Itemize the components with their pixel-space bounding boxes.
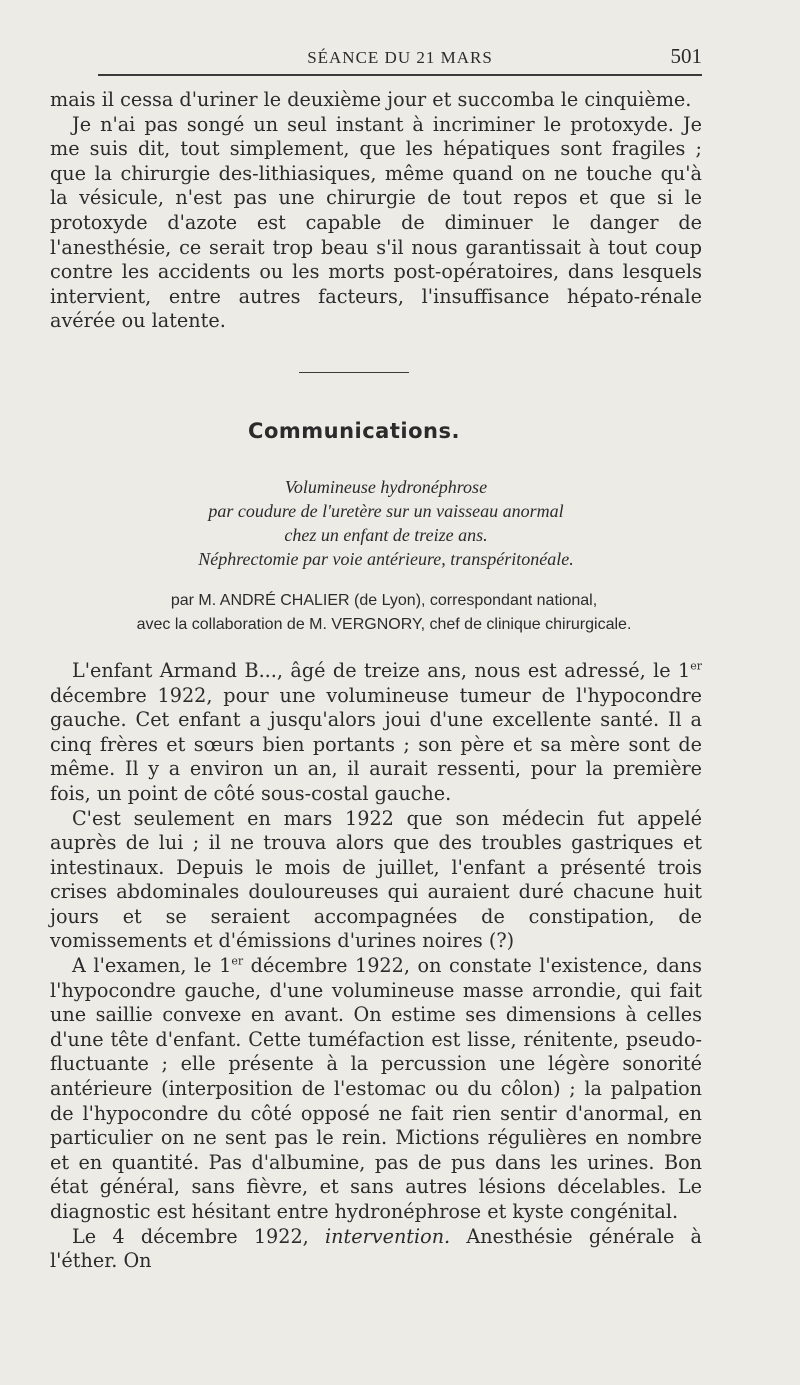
section-title: Communications. xyxy=(248,418,460,443)
running-header xyxy=(98,40,702,76)
body-paragraph-1: L'enfant Armand B..., âgé de treize ans, nous est adressé, le 1er décembre 1922, pour une volumineuse tumeur de l'hypocondre gauche. Cet enfant a jusqu'alors joui d'une excellente santé. Il a cinq frères et sœurs bien portants ; son père et sa mère sont de même. Il y a environ un an, il aurait ressenti, pour la première fois, un point de côté sous-costal gauche. xyxy=(50,658,702,805)
article-body xyxy=(50,659,702,1274)
intro-paragraph-1: mais il cessa d'uriner le deuxième jour et succomba le cinquième. xyxy=(50,88,692,111)
body-paragraph-4: Le 4 décembre 1922, intervention. Anesthésie générale à l'éther. On xyxy=(50,1224,702,1273)
header-title: SÉANCE DU 21 MARS xyxy=(307,48,493,67)
article-title xyxy=(60,475,712,571)
page-number: 501 xyxy=(670,44,702,68)
article-title-line: Volumineuse hydronéphrose xyxy=(284,476,488,497)
body-paragraph-3: A l'examen, le 1er décembre 1922, on constate l'existence, dans l'hypocondre gauche, d'une volumineuse masse arrondie, qui fait une saillie convexe en avant. On estime ses dimensions à celles d'une tête d'enfant. Cette tuméfaction est lisse, rénitente, pseudo-fluctuante ; elle présente à la percussion une légère sonorité antérieure (interposition de l'estomac ou du côlon) ; la palpation de l'hypocondre du côté opposé ne fait rien sentir d'anormal, en particulier on ne sent pas le rein. Mictions régulières en nombre et en quantité. Pas d'albumine, pas de pus dans les urines. Bon état général, sans fièvre, et sans autres lésions décelables. Le diagnostic est hésitant entre hydronéphrose et kyste congénital. xyxy=(50,954,702,1223)
article-title-line: par coudure de l'uretère sur un vaisseau anormal xyxy=(208,500,564,521)
author-byline xyxy=(58,589,710,637)
intro-text xyxy=(50,88,702,334)
intro-paragraph-2: Je n'ai pas songé un seul instant à incriminer le protoxyde. Je me suis dit, tout simplement, que les hépatiques sont fragiles ; que la chirurgie des-lithiasiques, même quand on ne touche qu'à la vésicule, n'est pas une chirurgie de tout repos et que si le protoxyde d'azote est capable de diminuer le danger de l'anesthésie, ce serait trop beau s'il nous garantissait à tout coup contre les accidents ou les morts post-opératoires, dans lesquels intervient, entre autres facteurs, l'insuffisance hépato-rénale avérée ou latente. xyxy=(50,112,702,333)
author-line: avec la collaboration de M. VERGNORY, chef de clinique chirurgicale. xyxy=(136,615,632,633)
body-paragraph-2: C'est seulement en mars 1922 que son médecin fut appelé auprès de lui ; il ne trouva alors que des troubles gastriques et intestinaux. Depuis le mois de juillet, l'enfant a présenté trois crises abdominales douloureuses qui auraient duré chacune huit jours et se seraient accompagnées de constipation, de vomissements et d'émissions d'urines noires (?) xyxy=(50,806,702,953)
article-title-line: chez un enfant de treize ans. xyxy=(284,524,488,545)
author-line: par M. ANDRÉ CHALIER (de Lyon), correspondant national, xyxy=(170,591,598,609)
section-divider xyxy=(299,372,409,373)
article-title-line: Néphrectomie par voie antérieure, transpéritonéale. xyxy=(198,548,574,569)
